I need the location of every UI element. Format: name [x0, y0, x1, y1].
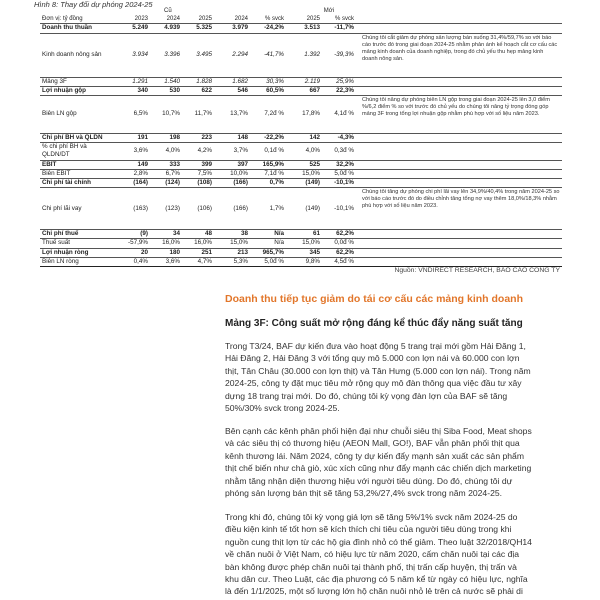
table-header-row: [40, 15, 562, 24]
cell: 3.979: [214, 24, 250, 33]
row-comment: Chúng tôi tăng dự phóng chi phí lãi vay lên 34,9%/40,4% trong năm 2024-25 so với báo cáo trước đó do điều chỉnh tăng tổng nợ vay thêm 18,0%/18,3% nhằm phù hợp với số liệu năm 2023.: [356, 188, 562, 230]
table-row: [40, 160, 562, 169]
cell: 4,2%: [182, 143, 214, 160]
cell: -4,3%: [322, 134, 356, 143]
text-line: Bên cạnh các kênh phân phối hiện đại như chuỗi siêu thị Siba Food, Meat shops: [225, 426, 532, 436]
cell: (124): [150, 179, 182, 188]
paragraph: [225, 425, 571, 499]
row-label: Biên LN gộp: [40, 96, 118, 134]
cell: 165,9%: [250, 160, 286, 169]
cell: 4.939: [150, 24, 182, 33]
text-line: thịt, Tân Châu (30.000 con lợn thịt) và Tân Hưng (5.000 con lợn nái). Trong năm: [225, 365, 531, 376]
cell: 16,0%: [150, 239, 182, 248]
col-header: 2024: [150, 15, 182, 24]
text-line: và các siêu thị có thương hiệu (AEON Mall, GO!), BAF vẫn phân phối thịt qua: [225, 438, 520, 449]
col-header: 2025: [286, 15, 322, 24]
group-header-new: Mới: [323, 8, 335, 14]
cell: 7,5%: [182, 169, 214, 178]
cell: 0,4%: [118, 257, 150, 266]
cell: 3,7%: [214, 143, 250, 160]
forecast-table: [40, 7, 562, 267]
cell: 7,2đ %: [250, 96, 286, 134]
cell: 1.540: [150, 77, 182, 86]
row-label: Chi phí lãi vay: [40, 188, 118, 230]
cell: 4,5đ %: [322, 257, 356, 266]
cell: (123): [150, 188, 182, 230]
cell: 3.396: [150, 33, 182, 77]
cell: 2.119: [286, 77, 322, 86]
cell: 667: [286, 86, 322, 95]
cell: 11,7%: [182, 96, 214, 134]
cell: 34: [150, 230, 182, 239]
cell: 142: [286, 134, 322, 143]
cell: 20: [118, 248, 150, 257]
cell: 4,7%: [182, 257, 214, 266]
cell: 62,2%: [322, 230, 356, 239]
cell: (149): [286, 188, 322, 230]
row-comment: Chúng tôi nâng dự phóng biên LN gộp trong giai đoạn 2024-25 lên 3,0 điểm %/6,2 điểm % so với trước đó chủ yếu do chúng tôi nâng tỷ trọng đóng góp mảng 3F trong tổng lợi nhuận gộp nhằm phù hợp với số liệu năm 2023.: [356, 96, 562, 134]
cell: 223: [182, 134, 214, 143]
cell: 38: [214, 230, 250, 239]
cell: -24,2%: [250, 24, 286, 33]
row-label: Kinh doanh nông sản: [40, 33, 118, 77]
cell: 191: [118, 134, 150, 143]
cell: 1.291: [118, 77, 150, 86]
cell: -11,7%: [322, 24, 356, 33]
table-row: [40, 188, 562, 230]
text-line: bàn không được phép chăn nuôi tại thành phố, thị trấn cấp huyện, thị trấn và: [225, 561, 517, 572]
cell: 1.392: [286, 33, 322, 77]
col-header: 2025: [182, 15, 214, 24]
paragraph: [225, 340, 571, 414]
cell: 13,7%: [214, 96, 250, 134]
cell: (106): [182, 188, 214, 230]
cell: 3,6%: [118, 143, 150, 160]
cell: 22,3%: [322, 86, 356, 95]
table-row: [40, 77, 562, 86]
cell: (9): [118, 230, 150, 239]
cell: -22,2%: [250, 134, 286, 143]
cell: 10,7%: [150, 96, 182, 134]
cell: 6,7%: [150, 169, 182, 178]
text-line: phóng sản lượng bán thịt sẽ tăng 53,2%/27,4% svck trong năm 2024-25.: [225, 488, 503, 499]
row-label: Chi phí thuế: [40, 230, 118, 239]
cell: 2,8%: [118, 169, 150, 178]
col-header: 2023: [118, 15, 150, 24]
cell: 30,3%: [250, 77, 286, 86]
cell: 198: [150, 134, 182, 143]
cell: 15,0%: [214, 239, 250, 248]
row-label: Lợi nhuận gộp: [40, 86, 118, 95]
table-row: [40, 230, 562, 239]
text-line: điều kiện kinh tế tốt hơn sẽ kích thích chi tiêu của người tiêu dùng trong khi: [225, 524, 512, 535]
cell: 345: [286, 248, 322, 257]
cell: 0,7%: [250, 179, 286, 188]
cell: -57,9%: [118, 239, 150, 248]
cell: 3,6%: [150, 257, 182, 266]
cell: 397: [214, 160, 250, 169]
cell: (108): [182, 179, 214, 188]
text-line: dựng 18 trang trại mới. Do đó, chúng tôi kỳ vọng đàn lợn của BAF sẽ tăng: [225, 390, 508, 401]
cell: (163): [118, 188, 150, 230]
cell: 61: [286, 230, 322, 239]
col-header: 2024: [214, 15, 250, 24]
col-header: % svck: [322, 15, 356, 24]
row-label: Thuế suất: [40, 239, 118, 248]
cell: 17,8%: [286, 96, 322, 134]
row-label: Lợi nhuận ròng: [40, 248, 118, 257]
cell: 5.249: [118, 24, 150, 33]
row-label: EBIT: [40, 160, 118, 169]
cell: 62,2%: [322, 248, 356, 257]
cell: 7,1đ %: [250, 169, 286, 178]
cell: -10,1%: [322, 188, 356, 230]
cell: 3.513: [286, 24, 322, 33]
cell: 60,5%: [250, 86, 286, 95]
table-row: [40, 24, 562, 33]
cell: 1.682: [214, 77, 250, 86]
table-row: [40, 86, 562, 95]
cell: 16,0%: [182, 239, 214, 248]
cell: 213: [214, 248, 250, 257]
text-line: về chăn nuôi ở Việt Nam, có hiệu lực từ năm 2020, cấm chăn nuôi tại các địa: [225, 549, 520, 560]
row-label: Mảng 3F: [40, 77, 118, 86]
cell: 149: [118, 160, 150, 169]
source-note: Nguồn: VNDIRECT RESEARCH, BÁO CÁO CÔNG TY: [394, 267, 560, 274]
cell: 4,0%: [286, 143, 322, 160]
cell: 15,0%: [286, 239, 322, 248]
cell: 340: [118, 86, 150, 95]
sub-heading: Mảng 3F: Công suất mở rộng đáng kể thúc đẩy năng suất tăng: [225, 318, 523, 329]
table-row: [40, 248, 562, 257]
cell: -39,3%: [322, 33, 356, 77]
cell: 10,0%: [214, 169, 250, 178]
cell: 25,9%: [322, 77, 356, 86]
cell: 4,1đ %: [322, 96, 356, 134]
cell: 5,3%: [214, 257, 250, 266]
cell: 48: [182, 230, 214, 239]
figure-title: Hình 8: Thay đổi dự phóng 2024-25: [34, 0, 153, 9]
row-label: % chi phí BH và QLDN/DT: [40, 143, 118, 160]
cell: 180: [150, 248, 182, 257]
cell: 525: [286, 160, 322, 169]
row-label: Chi phí BH và QLDN: [40, 134, 118, 143]
cell: 251: [182, 248, 214, 257]
text-line: Trong T3/24, BAF dự kiến đưa vào hoạt động 5 trang trại mới gồm Hải Đăng 1,: [225, 341, 526, 351]
text-line: kênh thương lái. Năm 2024, công ty dự kiến đẩy mạnh sản xuất các sản phẩm: [225, 450, 524, 461]
col-header: % svck: [250, 15, 286, 24]
cell: 1.828: [182, 77, 214, 86]
cell: 5.325: [182, 24, 214, 33]
cell: N/a: [250, 239, 286, 248]
cell: 622: [182, 86, 214, 95]
cell: 2.294: [214, 33, 250, 77]
cell: 0,3đ %: [322, 143, 356, 160]
cell: 3.495: [182, 33, 214, 77]
cell: 5,0đ %: [322, 169, 356, 178]
text-line: Trong khi đó, chúng tôi kỳ vọng giá lợn sẽ tăng 5%/1% svck năm 2024-25 do: [225, 512, 518, 522]
cell: N/a: [250, 230, 286, 239]
cell: 965,7%: [250, 248, 286, 257]
cell: 3.934: [118, 33, 150, 77]
text-line: khu dân cư. Theo Luật, các địa phương có 5 năm kể từ ngày có hiệu lực, nghĩa: [225, 574, 528, 585]
cell: -41,7%: [250, 33, 286, 77]
section-heading: Doanh thu tiếp tục giảm do tái cơ cấu các mảng kinh doanh: [225, 293, 523, 305]
text-line: nhằm tăng nhận diện thương hiệu với người tiêu dùng. Do đó, chúng tôi dự: [225, 475, 513, 486]
cell: 148: [214, 134, 250, 143]
table-row: [40, 169, 562, 178]
table-row: [40, 96, 562, 134]
cell: 530: [150, 86, 182, 95]
cell: 6,5%: [118, 96, 150, 134]
table-group-header-row: [40, 7, 562, 15]
text-line: Hải Đăng 2, Hải Đăng 3 với tổng quy mô 5.000 con lợn nái và 60.000 con lợn: [225, 353, 520, 364]
cell: 399: [182, 160, 214, 169]
cell: (166): [214, 179, 250, 188]
cell: 546: [214, 86, 250, 95]
row-label: Doanh thu thuần: [40, 24, 118, 33]
row-label: Biên LN ròng: [40, 257, 118, 266]
cell: 9,8%: [286, 257, 322, 266]
cell: 32,2%: [322, 160, 356, 169]
cell: 5,0đ %: [250, 257, 286, 266]
text-line: 2024-25, công ty đặt mục tiêu mở rộng quy mô đàn thông qua việc đầu tư xây: [225, 378, 522, 389]
cell: 1,7%: [250, 188, 286, 230]
table-row: [40, 239, 562, 248]
row-label: Biên EBIT: [40, 169, 118, 178]
row-label: Chi phí tài chính: [40, 179, 118, 188]
cell: (166): [214, 188, 250, 230]
group-header-old: Cũ: [164, 8, 172, 14]
text-line: là đến 1/1/2025, một số lượng lớn hộ chăn nuôi nhỏ lẻ trên cả nước sẽ phải di: [225, 586, 523, 597]
table-row: [40, 134, 562, 143]
cell: (149): [286, 179, 322, 188]
cell: 15,0%: [286, 169, 322, 178]
table-row: [40, 143, 562, 160]
text-line: nguồn cung thịt lợn từ các hộ gia đình nhỏ có thể giảm. Theo luật 32/2018/QH14: [225, 536, 532, 547]
table-row: [40, 179, 562, 188]
text-line: 50%/30% svck trong 2024-25.: [225, 403, 340, 414]
cell: (164): [118, 179, 150, 188]
row-comment: Chúng tôi cắt giảm dự phóng sản lượng bán xuống 31,4%/59,7% so với báo cáo trước đó trong giai đoạn 2024-25 nhằm phản ánh kế hoạch cắt cơ cấu các mảng kinh doanh của doanh nghiệp, trong đó chủ yếu thu hẹp mảng kinh doanh nông sản.: [356, 33, 562, 77]
text-line: thịt chế biến như chả giò, xúc xích cũng như đẩy mạnh các chiến dịch marketing: [225, 463, 532, 474]
cell: 4,0%: [150, 143, 182, 160]
table-row: [40, 257, 562, 266]
table-row: [40, 33, 562, 77]
cell: -10,1%: [322, 179, 356, 188]
cell: 0,0đ %: [322, 239, 356, 248]
cell: 333: [150, 160, 182, 169]
unit-label: Đơn vị: tỷ đồng: [40, 15, 118, 24]
paragraph: [225, 511, 571, 598]
cell: 0,1đ %: [250, 143, 286, 160]
